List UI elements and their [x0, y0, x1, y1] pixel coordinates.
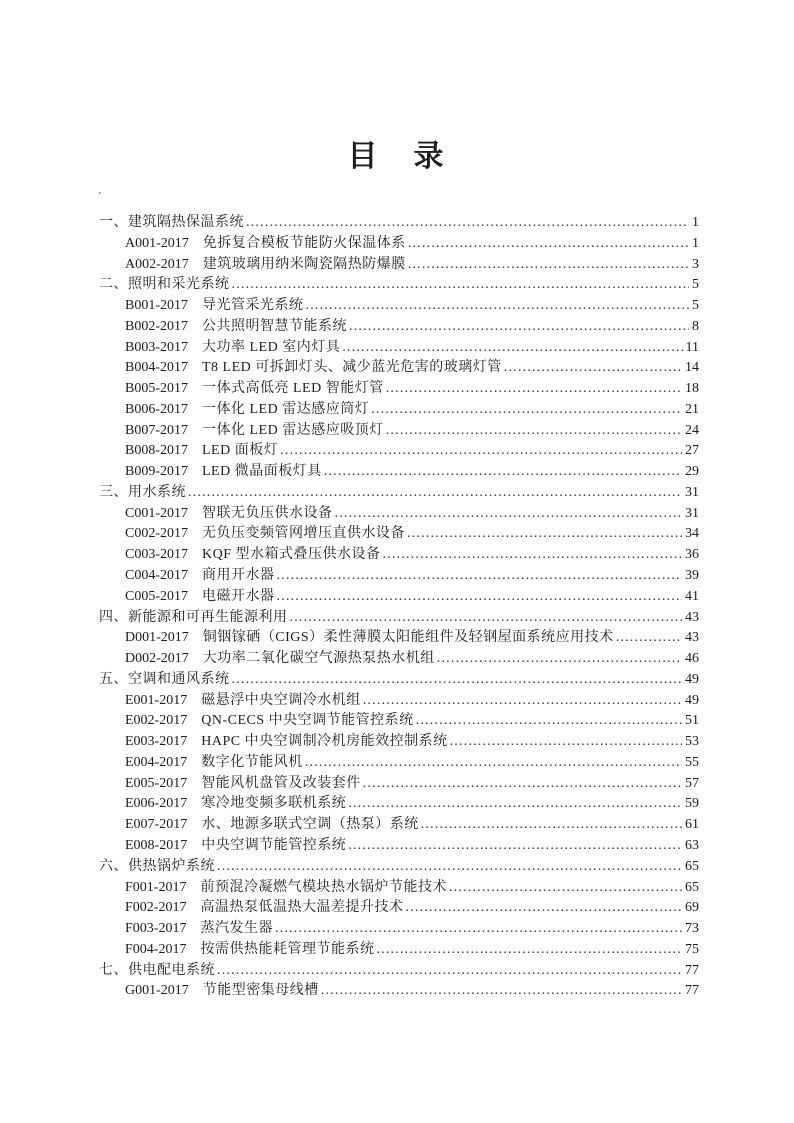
- toc-entry-code: E007-2017: [125, 817, 188, 833]
- toc-entry[interactable]: [99, 774, 699, 795]
- dot-leader: [348, 836, 682, 857]
- toc-entry-page: 46: [685, 651, 699, 667]
- toc-entry-code: A002-2017: [125, 256, 189, 272]
- toc-entry[interactable]: [99, 338, 699, 359]
- dot-leader: [363, 691, 682, 712]
- toc-entry[interactable]: [99, 379, 699, 400]
- toc-entry-page: 5: [692, 277, 699, 293]
- toc-entry[interactable]: [99, 981, 699, 1002]
- toc-entry-title: 水、地源多联式空调（热泵）系统: [201, 817, 419, 833]
- toc-entry[interactable]: [99, 213, 699, 234]
- toc-entry-title: LED 面板灯: [202, 443, 279, 459]
- dot-leader: [275, 919, 682, 940]
- dot-leader: [386, 379, 682, 400]
- toc-entry[interactable]: [99, 711, 699, 732]
- toc-entry-title: 大功率二氧化碳空气源热泵热水机组: [202, 651, 435, 667]
- dot-leader: [188, 483, 682, 504]
- toc-entry[interactable]: [99, 815, 699, 836]
- toc-entry-title: 智联无负压供水设备: [202, 505, 333, 521]
- toc-entry-page: 27: [685, 443, 699, 459]
- toc-entry-title: 中央空调节能管控系统: [201, 837, 347, 853]
- toc-entry-title: 五、空调和通风系统: [99, 671, 230, 687]
- toc-entry[interactable]: [99, 566, 699, 587]
- toc-entry-code: A001-2017: [125, 235, 189, 251]
- toc-entry[interactable]: [99, 649, 699, 670]
- toc-entry[interactable]: [99, 524, 699, 545]
- toc-entry-title: 前预混冷凝燃气模块热水锅炉节能技术: [200, 879, 447, 895]
- toc-entry-title: 一体化 LED 雷达感应吸顶灯: [202, 422, 384, 438]
- dot-leader: [363, 774, 682, 795]
- toc-entry-code: E005-2017: [125, 775, 188, 791]
- toc-entry-page: 51: [685, 713, 699, 729]
- toc-entry[interactable]: [99, 234, 699, 255]
- toc-entry-page: 5: [692, 298, 699, 314]
- toc-entry-page: 75: [685, 941, 699, 957]
- toc-entry[interactable]: [99, 628, 699, 649]
- toc-entry-page: 29: [685, 464, 699, 480]
- dot-leader: [305, 753, 682, 774]
- toc-entry-title: T8 LED 可拆卸灯头、减少蓝光危害的玻璃灯管: [202, 360, 502, 376]
- toc-entry-page: 11: [685, 339, 699, 355]
- toc-entry-title: 磁悬浮中央空调冷水机组: [201, 692, 361, 708]
- dot-leader: [416, 711, 682, 732]
- toc-entry[interactable]: [99, 358, 699, 379]
- toc-entry-page: 65: [685, 858, 699, 874]
- dot-leader: [246, 213, 689, 234]
- toc-entry-page: 59: [685, 796, 699, 812]
- dot-leader: [386, 421, 682, 442]
- toc-entry-page: 1: [692, 235, 699, 251]
- toc-entry[interactable]: [99, 794, 699, 815]
- toc-entry-title: 二、照明和采光系统: [99, 277, 230, 293]
- toc-entry-code: C002-2017: [125, 526, 188, 542]
- toc-entry-code: E001-2017: [125, 692, 188, 708]
- toc-entry[interactable]: [99, 898, 699, 919]
- toc-entry-page: 31: [685, 505, 699, 521]
- toc-entry[interactable]: [99, 296, 699, 317]
- toc-entry-code: G001-2017: [125, 983, 189, 999]
- dot-leader: [348, 794, 682, 815]
- toc-entry-title: 四、新能源和可再生能源利用: [99, 609, 288, 625]
- toc-entry-code: C003-2017: [125, 547, 188, 563]
- dot-leader: [349, 317, 689, 338]
- toc-entry[interactable]: [99, 545, 699, 566]
- toc-entry-page: 43: [685, 630, 699, 646]
- toc-entry-page: 77: [685, 962, 699, 978]
- toc-entry[interactable]: [99, 255, 699, 276]
- toc-entry-page: 73: [685, 921, 699, 937]
- toc-entry[interactable]: [99, 504, 699, 525]
- toc-entry[interactable]: [99, 753, 699, 774]
- toc-entry-code: C004-2017: [125, 568, 188, 584]
- toc-entry-title: 智能风机盘管及改装套件: [201, 775, 361, 791]
- toc-entry-title: 大功率 LED 室内灯具: [202, 339, 341, 355]
- toc-entry-page: 39: [685, 568, 699, 584]
- toc-entry-code: B007-2017: [125, 422, 188, 438]
- toc-entry-page: 18: [685, 381, 699, 397]
- toc-entry-code: D002-2017: [125, 651, 189, 667]
- toc-entry-title: 无负压变频管网增压直供水设备: [202, 526, 405, 542]
- dot-leader: [383, 545, 682, 566]
- toc-entry-title: 建筑玻璃用纳米陶瓷隔热防爆膜: [202, 256, 406, 272]
- toc-entry-title: 电磁开水器: [202, 588, 275, 604]
- toc-entry-code: E003-2017: [125, 734, 188, 750]
- toc-entry-code: E008-2017: [125, 837, 188, 853]
- toc-entry-code: B005-2017: [125, 381, 188, 397]
- toc-entry-title: KQF 型水箱式叠压供水设备: [202, 547, 381, 563]
- dot-leader: [277, 566, 683, 587]
- toc-entry-title: 商用开水器: [202, 568, 275, 584]
- toc-entry-code: F002-2017: [125, 900, 187, 916]
- dot-leader: [321, 981, 682, 1002]
- dot-leader: [371, 400, 682, 421]
- toc-entry[interactable]: [99, 317, 699, 338]
- dot-leader: [324, 462, 682, 483]
- toc-entry-title: 蒸汽发生器: [200, 921, 273, 937]
- dot-leader: [342, 338, 682, 359]
- toc-entry-title: HAPC 中央空调制冷机房能效控制系统: [201, 734, 448, 750]
- toc-entry[interactable]: [99, 670, 699, 691]
- toc-entry-page: 21: [685, 401, 699, 417]
- dot-leader: [504, 358, 682, 379]
- toc-entry-page: 8: [692, 318, 699, 334]
- toc-entry-page: 53: [685, 734, 699, 750]
- toc-entry-title: 公共照明智慧节能系统: [202, 318, 347, 334]
- toc-entry[interactable]: [99, 483, 699, 504]
- toc-entry-title: 一体化 LED 雷达感应筒灯: [202, 401, 370, 417]
- toc-entry[interactable]: [99, 961, 699, 982]
- toc-entry-title: 七、供电配电系统: [99, 962, 215, 978]
- toc-entry[interactable]: [99, 587, 699, 608]
- toc-entry-title: QN-CECS 中央空调节能管控系统: [201, 713, 414, 729]
- dot-leader: [450, 732, 682, 753]
- dot-leader: [217, 857, 682, 878]
- toc-entry-title: 导光管采光系统: [202, 298, 304, 314]
- toc-entry-code: F004-2017: [125, 941, 187, 957]
- toc-entry-title: 寒冷地变频多联机系统: [201, 796, 347, 812]
- toc-entry-page: 31: [685, 484, 699, 500]
- toc-entry[interactable]: [99, 836, 699, 857]
- toc-entry-code: B001-2017: [125, 298, 188, 314]
- toc-entry[interactable]: [99, 691, 699, 712]
- toc-entry[interactable]: [99, 462, 699, 483]
- toc-entry-page: 24: [685, 422, 699, 438]
- dot-leader: [408, 234, 689, 255]
- toc-entry-page: 57: [685, 775, 699, 791]
- toc: [99, 213, 699, 1002]
- dot-leader: [407, 524, 682, 545]
- toc-entry-code: E004-2017: [125, 754, 188, 770]
- toc-entry-page: 55: [685, 754, 699, 770]
- toc-entry-code: F001-2017: [125, 879, 187, 895]
- dot-leader: [232, 670, 683, 691]
- dot-leader: [232, 275, 690, 296]
- toc-entry[interactable]: [99, 400, 699, 421]
- toc-entry-code: E006-2017: [125, 796, 188, 812]
- toc-entry-title: 三、用水系统: [99, 484, 186, 500]
- toc-entry-code: C005-2017: [125, 588, 188, 604]
- toc-entry-title: 节能型密集母线槽: [202, 983, 319, 999]
- dot-leader: [335, 504, 683, 525]
- toc-entry-code: B008-2017: [125, 443, 188, 459]
- toc-entry-code: F003-2017: [125, 921, 187, 937]
- toc-entry-title: 铜铟镓硒（CIGS）柔性薄膜太阳能组件及轻钢屋面系统应用技术: [202, 630, 614, 646]
- toc-entry-title: LED 微晶面板灯具: [202, 464, 322, 480]
- dot-leader: [280, 441, 682, 462]
- toc-entry-title: 一体式高低亮 LED 智能灯管: [202, 381, 384, 397]
- toc-entry-title: 按需供热能耗管理节能系统: [200, 941, 375, 957]
- dot-leader: [421, 815, 682, 836]
- toc-entry-page: 36: [685, 547, 699, 563]
- dot-leader: [376, 940, 682, 961]
- toc-entry[interactable]: [99, 878, 699, 899]
- toc-entry-title: 免拆复合模板节能防火保温体系: [202, 235, 406, 251]
- toc-entry[interactable]: [99, 732, 699, 753]
- dot-leader: [290, 608, 683, 629]
- toc-entry-page: 3: [692, 256, 699, 272]
- toc-entry-page: 14: [685, 360, 699, 376]
- toc-entry-page: 49: [685, 671, 699, 687]
- toc-entry-code: D001-2017: [125, 630, 189, 646]
- toc-entry-code: B009-2017: [125, 464, 188, 480]
- toc-entry-page: 41: [685, 588, 699, 604]
- toc-entry-page: 34: [685, 526, 699, 542]
- toc-entry-page: 69: [685, 900, 699, 916]
- toc-entry-page: 43: [685, 609, 699, 625]
- toc-entry[interactable]: [99, 857, 699, 878]
- toc-entry-page: 65: [685, 879, 699, 895]
- toc-entry-title: 数字化节能风机: [201, 754, 303, 770]
- toc-entry-title: 六、供热锅炉系统: [99, 858, 215, 874]
- dot-leader: [408, 255, 689, 276]
- toc-entry[interactable]: [99, 919, 699, 940]
- toc-entry[interactable]: [99, 608, 699, 629]
- toc-entry-page: 77: [685, 983, 699, 999]
- toc-entry-code: B003-2017: [125, 339, 188, 355]
- toc-entry-code: C001-2017: [125, 505, 188, 521]
- toc-entry-page: 1: [692, 215, 699, 230]
- toc-entry-title: 高温热泵低温热大温差提升技术: [200, 900, 404, 916]
- dot-leader: [405, 898, 682, 919]
- toc-entry-code: E002-2017: [125, 713, 188, 729]
- toc-entry-page: 63: [685, 837, 699, 853]
- toc-entry-code: B006-2017: [125, 401, 188, 417]
- toc-entry-code: B004-2017: [125, 360, 188, 376]
- page-title: 目 录: [347, 140, 447, 173]
- toc-entry-title: 一、建筑隔热保温系统: [99, 215, 244, 230]
- toc-entry[interactable]: [99, 940, 699, 961]
- toc-entry-code: B002-2017: [125, 318, 188, 334]
- dot-leader: [437, 649, 682, 670]
- toc-entry[interactable]: [99, 421, 699, 442]
- toc-entry[interactable]: [99, 275, 699, 296]
- stray-mark: ': [99, 191, 101, 202]
- toc-entry-page: 49: [685, 692, 699, 708]
- toc-entry-page: 61: [685, 817, 699, 833]
- toc-entry[interactable]: [99, 441, 699, 462]
- dot-leader: [306, 296, 690, 317]
- dot-leader: [449, 878, 682, 899]
- dot-leader: [277, 587, 683, 608]
- dot-leader: [616, 628, 682, 649]
- dot-leader: [217, 961, 682, 982]
